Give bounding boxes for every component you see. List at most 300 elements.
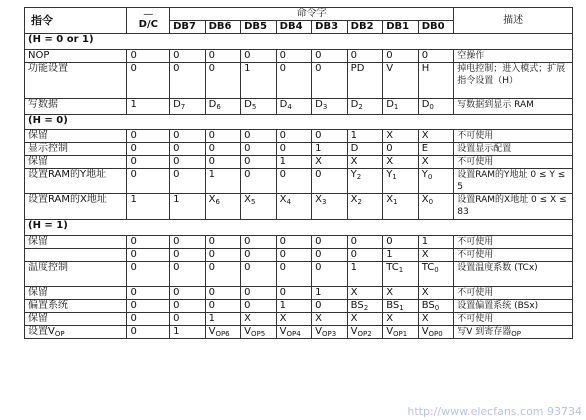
- bit-value: 0: [244, 143, 251, 154]
- description-text: 不可使用: [457, 288, 494, 298]
- bit-value: 0: [173, 249, 180, 260]
- bit-cell-db3: [312, 63, 348, 99]
- command-name: [25, 287, 127, 300]
- bit-value: BS: [350, 300, 364, 311]
- bit-value: 0: [350, 236, 358, 247]
- bit-cell-db3: [312, 249, 348, 262]
- bit-cell-db6: [205, 130, 241, 143]
- bit-value: X: [315, 313, 323, 324]
- bit-subscript: 0: [434, 304, 440, 312]
- bit-value: 0: [173, 130, 180, 141]
- bit-subscript: 4: [286, 198, 291, 206]
- header-db2: DB2: [347, 21, 383, 34]
- table-row: [25, 300, 573, 313]
- bit-value: 0: [279, 130, 287, 141]
- bit-value: 0: [244, 300, 251, 311]
- command-name-text: 设置RAM的Y地址: [28, 169, 107, 180]
- bit-value: D: [421, 99, 430, 110]
- bit-cell-db1: [383, 50, 419, 63]
- description: [454, 156, 573, 169]
- bit-value: 0: [208, 130, 215, 141]
- command-name-text: 保留: [28, 287, 48, 298]
- bit-subscript: 6: [215, 198, 220, 206]
- header-command: 指令: [25, 8, 127, 34]
- header-db1: DB1: [383, 21, 419, 34]
- dc-value: 0: [127, 156, 170, 169]
- description: [454, 143, 573, 156]
- bit-subscript: 5: [250, 198, 256, 206]
- description: [454, 313, 573, 326]
- bit-value: V: [208, 326, 216, 337]
- bit-value: H: [421, 63, 430, 74]
- bit-cell-db4: [276, 313, 312, 326]
- bit-cell-db0: [418, 130, 454, 143]
- bit-cell-db3: [312, 156, 348, 169]
- bit-cell-db6: [205, 326, 241, 339]
- command-name: [25, 249, 127, 262]
- bit-cell-db1: [383, 236, 419, 249]
- bit-subscript: 0: [429, 103, 434, 111]
- bit-cell-db6: [205, 262, 241, 287]
- description: [454, 249, 573, 262]
- bit-subscript: 2: [363, 304, 369, 312]
- bit-cell-db6: [205, 143, 241, 156]
- description-text: 掉电控制；进入模式；扩展指令设置（H）: [457, 64, 566, 86]
- dc-value: 0: [127, 236, 170, 249]
- bit-value: X: [386, 130, 394, 141]
- bit-cell-db2: [347, 63, 383, 99]
- section-title: (H = 0): [25, 115, 573, 130]
- bit-cell-db4: [276, 249, 312, 262]
- bit-value: X: [386, 194, 394, 205]
- bit-value: V: [315, 326, 322, 337]
- command-table: [24, 7, 573, 339]
- command-name-text: 功能设置: [28, 63, 68, 74]
- bit-subscript: 0: [434, 266, 439, 274]
- bit-cell-db1: [383, 99, 419, 115]
- dc-value: 0: [127, 130, 170, 143]
- table-row: [25, 287, 573, 300]
- command-name: [25, 194, 127, 220]
- bit-cell-db4: [276, 99, 312, 115]
- bit-cell-db7: [170, 156, 206, 169]
- bit-value: 1: [173, 326, 180, 337]
- bit-value: X: [350, 194, 358, 205]
- dc-value: 0: [127, 262, 170, 287]
- bit-cell-db7: [170, 287, 206, 300]
- bit-cell-db0: [418, 287, 454, 300]
- bit-subscript: 1: [392, 173, 397, 181]
- bit-value: 1: [208, 313, 215, 324]
- bit-value: BS: [386, 300, 400, 311]
- bit-value: 0: [244, 130, 251, 141]
- bit-cell-db3: [312, 50, 348, 63]
- bit-cell-db7: [170, 194, 206, 220]
- dc-value: 0: [127, 143, 170, 156]
- bit-cell-db0: [418, 262, 454, 287]
- command-name: [25, 143, 127, 156]
- bit-subscript: 2: [357, 198, 362, 206]
- command-name-text: 保留: [28, 313, 48, 324]
- bit-cell-db6: [205, 156, 241, 169]
- bit-value: 0: [173, 313, 180, 324]
- bit-cell-db2: [347, 194, 383, 220]
- bit-cell-db6: [205, 194, 241, 220]
- bit-cell-db6: [205, 99, 241, 115]
- command-name: [25, 63, 127, 99]
- description-text: 设置RAM的X地址 0 ≤ X ≤ 83: [457, 195, 567, 217]
- header-command-word: 命令字: [170, 8, 454, 21]
- bit-cell-db7: [170, 130, 206, 143]
- bit-cell-db3: [312, 194, 348, 220]
- bit-value: 0: [315, 262, 322, 273]
- bit-value: X: [421, 156, 429, 167]
- bit-value: X: [386, 313, 394, 324]
- bit-subscript: 6: [216, 103, 221, 111]
- bit-cell-db0: [418, 236, 454, 249]
- bit-cell-db0: [418, 156, 454, 169]
- bit-value: 0: [208, 262, 215, 273]
- bit-subscript: OP6: [215, 330, 230, 338]
- header-db4: DB4: [276, 21, 312, 34]
- bit-value: 0: [315, 169, 322, 180]
- bit-value: 0: [315, 130, 322, 141]
- bit-cell-db2: [347, 50, 383, 63]
- bit-subscript: 1: [393, 103, 399, 111]
- bit-cell-db3: [312, 99, 348, 115]
- command-name-text: 写数据: [28, 99, 58, 110]
- bit-value: 0: [279, 169, 287, 180]
- bit-cell-db0: [418, 169, 454, 194]
- bit-cell-db4: [276, 50, 312, 63]
- dc-value: 1: [127, 194, 170, 220]
- bit-cell-db1: [383, 169, 419, 194]
- description-text: 设置显示配置: [457, 144, 512, 154]
- bit-value: D: [315, 99, 323, 110]
- bit-cell-db7: [170, 99, 206, 115]
- bit-subscript: OP5: [250, 330, 266, 338]
- bit-subscript: 3: [322, 103, 328, 111]
- bit-cell-db5: [241, 313, 277, 326]
- header-dc: [127, 8, 170, 34]
- bit-value: 0: [173, 156, 180, 167]
- bit-cell-db5: [241, 236, 277, 249]
- bit-cell-db6: [205, 169, 241, 194]
- command-name: [25, 169, 127, 194]
- dc-value: 1: [127, 99, 170, 115]
- bit-value: BS: [421, 300, 435, 311]
- header-description: 描述: [454, 8, 573, 34]
- bit-subscript: OP4: [286, 330, 301, 338]
- table-row: [25, 249, 573, 262]
- dc-value: 0: [127, 63, 170, 99]
- table-row: [25, 194, 573, 220]
- command-name-text: 设置V: [28, 326, 55, 337]
- bit-cell-db0: [418, 326, 454, 339]
- bit-value: 0: [350, 249, 358, 260]
- bit-cell-db0: [418, 99, 454, 115]
- bit-value: TC: [421, 262, 435, 273]
- bit-cell-db0: [418, 249, 454, 262]
- bit-value: X: [421, 287, 429, 298]
- bit-subscript: OP2: [357, 330, 372, 338]
- bit-cell-db4: [276, 262, 312, 287]
- bit-cell-db7: [170, 300, 206, 313]
- bit-cell-db1: [383, 313, 419, 326]
- bit-cell-db5: [241, 287, 277, 300]
- description-text: 空操作: [457, 51, 485, 61]
- description: [454, 99, 573, 115]
- bit-cell-db2: [347, 249, 383, 262]
- bit-cell-db3: [312, 143, 348, 156]
- bit-cell-db3: [312, 169, 348, 194]
- bit-cell-db0: [418, 194, 454, 220]
- bit-cell-db4: [276, 326, 312, 339]
- description: [454, 63, 573, 99]
- bit-value: Y: [386, 169, 393, 180]
- bit-cell-db5: [241, 326, 277, 339]
- header-dc-label: D/C: [138, 18, 158, 30]
- bit-cell-db1: [383, 130, 419, 143]
- bit-cell-db0: [418, 63, 454, 99]
- bit-value: V: [279, 326, 287, 337]
- table-row: [25, 50, 573, 63]
- bit-cell-db5: [241, 143, 277, 156]
- description-text: 不可使用: [457, 314, 494, 324]
- bit-cell-db2: [347, 313, 383, 326]
- bit-cell-db5: [241, 249, 277, 262]
- description: [454, 287, 573, 300]
- bit-value: 0: [173, 300, 180, 311]
- bit-value: 0: [279, 287, 287, 298]
- bit-cell-db3: [312, 313, 348, 326]
- bit-subscript: 4: [287, 103, 292, 111]
- description-text: 不可使用: [457, 237, 494, 247]
- bit-cell-db0: [418, 143, 454, 156]
- command-table-body: [25, 34, 573, 339]
- bit-subscript: 1: [398, 266, 404, 274]
- bit-value: X: [244, 194, 251, 205]
- bit-cell-db5: [241, 194, 277, 220]
- dc-value: 0: [127, 287, 170, 300]
- bit-value: 0: [386, 143, 393, 154]
- bit-cell-db4: [276, 130, 312, 143]
- bit-value: 0: [173, 287, 180, 298]
- bit-subscript: 2: [356, 173, 362, 181]
- description: [454, 130, 573, 143]
- bit-value: 0: [315, 63, 322, 74]
- bit-cell-db3: [312, 287, 348, 300]
- bit-value: X: [350, 156, 358, 167]
- bit-value: 0: [208, 249, 215, 260]
- bit-value: V: [244, 326, 251, 337]
- bit-subscript: 1: [399, 304, 404, 312]
- bit-cell-db4: [276, 156, 312, 169]
- command-name: [25, 236, 127, 249]
- command-name: [25, 262, 127, 287]
- bit-cell-db1: [383, 326, 419, 339]
- bit-cell-db2: [347, 287, 383, 300]
- dc-value: 0: [127, 300, 170, 313]
- command-name-text: 保留: [28, 236, 48, 247]
- bit-value: D: [279, 99, 288, 110]
- bit-cell-db7: [170, 262, 206, 287]
- bit-cell-db1: [383, 300, 419, 313]
- bit-value: 0: [173, 236, 180, 247]
- bit-value: 0: [173, 143, 180, 154]
- bit-value: V: [421, 326, 429, 337]
- bit-cell-db2: [347, 300, 383, 313]
- bit-value: 0: [173, 63, 180, 74]
- command-name: [25, 313, 127, 326]
- command-name-text: 保留: [28, 156, 48, 167]
- bit-cell-db1: [383, 262, 419, 287]
- header-db6: DB6: [205, 21, 241, 34]
- header-dc-bar: —: [143, 8, 154, 20]
- bit-cell-db1: [383, 63, 419, 99]
- bit-cell-db7: [170, 313, 206, 326]
- table-row: [25, 143, 573, 156]
- description-text: 不可使用: [457, 157, 494, 167]
- dc-value: 0: [127, 249, 170, 262]
- description-text: 写V 到寄存器: [457, 327, 512, 337]
- bit-cell-db3: [312, 300, 348, 313]
- bit-value: X: [421, 313, 429, 324]
- bit-value: 0: [208, 287, 215, 298]
- bit-cell-db2: [347, 262, 383, 287]
- bit-cell-db1: [383, 249, 419, 262]
- bit-value: 1: [421, 236, 429, 247]
- dc-value: 0: [127, 313, 170, 326]
- bit-value: D: [386, 99, 394, 110]
- bit-cell-db6: [205, 50, 241, 63]
- bit-subscript: OP1: [393, 330, 408, 338]
- description: [454, 300, 573, 313]
- command-name: [25, 99, 127, 115]
- table-row: [25, 130, 573, 143]
- bit-value: 0: [244, 169, 251, 180]
- watermark-text: http://www.elecfans.com 93734: [407, 405, 582, 418]
- bit-value: 1: [279, 156, 287, 167]
- bit-cell-db5: [241, 156, 277, 169]
- bit-cell-db5: [241, 169, 277, 194]
- bit-cell-db4: [276, 300, 312, 313]
- bit-cell-db3: [312, 326, 348, 339]
- bit-value: E: [421, 143, 429, 154]
- bit-subscript: 1: [393, 198, 398, 206]
- bit-value: 0: [173, 169, 180, 180]
- bit-cell-db2: [347, 236, 383, 249]
- bit-value: 0: [208, 143, 215, 154]
- bit-cell-db6: [205, 249, 241, 262]
- bit-cell-db2: [347, 156, 383, 169]
- description: [454, 50, 573, 63]
- bit-value: Y: [421, 169, 428, 180]
- bit-value: 0: [244, 236, 251, 247]
- description-text: 设置偏置系统 (BSx): [457, 301, 539, 311]
- section-title: (H = 1): [25, 220, 573, 236]
- section-row: [25, 220, 573, 236]
- table-row: [25, 326, 573, 339]
- bit-subscript: 5: [251, 103, 257, 111]
- bit-value: 0: [279, 50, 287, 61]
- bit-value: 0: [244, 50, 251, 61]
- bit-value: 0: [208, 50, 215, 61]
- bit-value: 0: [244, 249, 251, 260]
- command-name: [25, 50, 127, 63]
- bit-value: 0: [279, 143, 287, 154]
- bit-value: Y: [350, 169, 357, 180]
- bit-value: X: [279, 194, 287, 205]
- bit-cell-db6: [205, 300, 241, 313]
- bit-cell-db1: [383, 287, 419, 300]
- bit-cell-db6: [205, 236, 241, 249]
- bit-cell-db0: [418, 50, 454, 63]
- bit-subscript: 2: [358, 103, 363, 111]
- bit-value: 0: [279, 249, 287, 260]
- bit-value: X: [315, 194, 323, 205]
- bit-value: 0: [315, 249, 322, 260]
- header-db7: DB7: [170, 21, 206, 34]
- bit-cell-db0: [418, 300, 454, 313]
- bit-subscript: 7: [180, 103, 186, 111]
- bit-subscript: OP3: [322, 330, 337, 338]
- section-row: [25, 34, 573, 50]
- description: [454, 262, 573, 287]
- table-row: [25, 156, 573, 169]
- bit-cell-db5: [241, 130, 277, 143]
- command-name: [25, 156, 127, 169]
- header-row: [25, 8, 573, 21]
- command-name-text: 显示控制: [28, 143, 68, 154]
- description-text: 不可使用: [457, 250, 494, 260]
- description-text: 写数据到显示 RAM: [457, 100, 534, 110]
- bit-cell-db2: [347, 143, 383, 156]
- command-name-text: 保留: [28, 130, 48, 141]
- bit-cell-db7: [170, 326, 206, 339]
- description-text: 不可使用: [457, 131, 494, 141]
- bit-value: D: [244, 99, 252, 110]
- bit-cell-db0: [418, 313, 454, 326]
- header-db0: DB0: [418, 21, 454, 34]
- bit-subscript: 3: [322, 198, 327, 206]
- header-db5: DB5: [241, 21, 277, 34]
- bit-cell-db4: [276, 287, 312, 300]
- bit-value: 0: [173, 262, 180, 273]
- bit-value: 0: [208, 236, 215, 247]
- bit-value: 0: [386, 236, 393, 247]
- bit-value: X: [208, 194, 216, 205]
- command-name: [25, 300, 127, 313]
- bit-cell-db4: [276, 143, 312, 156]
- command-name-text: 设置RAM的X地址: [28, 194, 107, 205]
- bit-value: 0: [208, 300, 215, 311]
- section-row: [25, 115, 573, 130]
- bit-value: X: [421, 249, 429, 260]
- bit-value: V: [350, 326, 358, 337]
- bit-value: 0: [244, 156, 251, 167]
- bit-value: D: [350, 143, 359, 154]
- bit-value: D: [208, 99, 217, 110]
- bit-value: D: [173, 99, 181, 110]
- bit-cell-db2: [347, 169, 383, 194]
- bit-value: 1: [244, 63, 251, 74]
- command-name-text: NOP: [28, 50, 50, 61]
- table-row: [25, 169, 573, 194]
- bit-cell-db7: [170, 50, 206, 63]
- bit-cell-db3: [312, 236, 348, 249]
- bit-value: X: [350, 313, 358, 324]
